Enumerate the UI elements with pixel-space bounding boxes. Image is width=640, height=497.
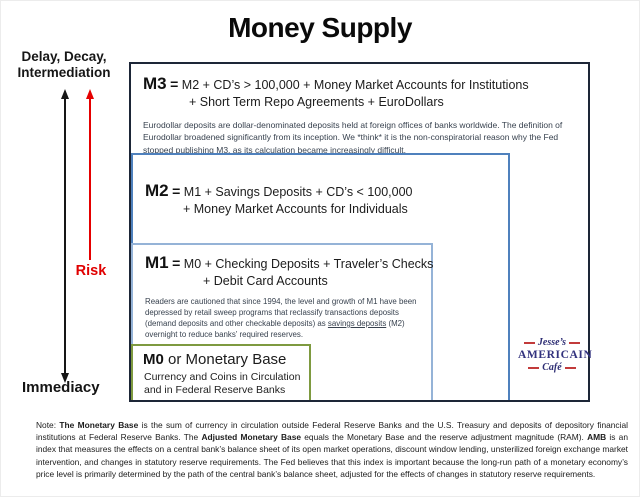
- m3-note: Eurodollar deposits are dollar-denominated deposits held at foreign offices of banks worldwide. The definition of Eurodollar broadened significantly from its inception. We *think* it is the non-conspiratorial reason why the Fed stopped publishing M3, as its calculation became increasingly difficult.: [143, 120, 563, 155]
- m0-line2: and in Federal Reserve Banks: [144, 384, 286, 396]
- footnote: Note: The Monetary Base is the sum of currency in circulation outside Federal Reserve Banks and the U.S. Treasury and deposits of depository financial institutions at Federal Reserve Banks. The Adjusted Monetary Base equals the Monetary Base and the reserve adjustment magnitude (RAM). AMB is an index that measures the effects on a central bank’s balance sheet of its open market operations, discount window lending, unsterilized foreign exchange market intervention, and changes in statutory reserve requirements. The Fed believes that this index is important because the long-run path of a monetary economy’s price level is primarily determined by the path of the central bank’s balance sheet, adjusted for the effects of changes in statutory reserve requirements.: [36, 420, 628, 479]
- delay-decay-line: Delay, Decay,: [21, 49, 107, 64]
- intermediation-line: Intermediation: [17, 65, 111, 80]
- m0-line1: Currency and Coins in Circulation: [144, 371, 301, 383]
- m2-formula-line2: + Money Market Accounts for Individuals: [183, 202, 408, 216]
- m3-heading: [143, 75, 529, 111]
- m1-equals: =: [172, 255, 181, 271]
- logo-top-script: Jesse’s: [537, 337, 567, 348]
- risk-label: Risk: [75, 263, 107, 279]
- m3-equals: =: [170, 76, 179, 92]
- logo-dash-icon: [565, 367, 576, 369]
- m2-formula-line1: M1 + Savings Deposits + CD’s < 100,000: [183, 185, 413, 199]
- delay-decay-intermediation-label: [8, 49, 120, 81]
- page-title: Money Supply: [228, 12, 412, 43]
- logo-top-row: [518, 337, 586, 348]
- m0-title-rest: or Monetary Base: [163, 351, 287, 368]
- m3-formula-line1: M2 + CD’s > 100,000 + Money Market Accounts for Institutions: [181, 78, 529, 92]
- immediacy-label: Immediacy: [22, 379, 100, 396]
- m3-label: M3: [143, 74, 167, 93]
- m0-box: [131, 344, 311, 400]
- logo-bottom-row: [518, 362, 586, 373]
- arrowhead-up-icon: [61, 89, 69, 99]
- arrowhead-up-icon: [86, 89, 94, 99]
- logo-main-text: AMERICAIN: [518, 349, 593, 361]
- black-double-arrow: [64, 97, 66, 375]
- m1-formula-line2: + Debit Card Accounts: [203, 274, 328, 288]
- logo-dash-icon: [528, 367, 539, 369]
- risk-arrow: [89, 97, 91, 260]
- m0-label: M0: [143, 351, 164, 368]
- cafe-logo: [518, 337, 593, 393]
- m1-heading: [145, 254, 433, 290]
- logo-dash-icon: [569, 342, 580, 344]
- m2-label: M2: [145, 181, 169, 200]
- m2-equals: =: [172, 183, 181, 199]
- m3-formula-line2: + Short Term Repo Agreements + EuroDollars: [189, 95, 444, 109]
- m0-heading: [143, 351, 286, 368]
- m1-note: Readers are cautioned that since 1994, the level and growth of M1 have been depressed by retail sweep programs that reclassify transactions deposits (demand deposits and other checkable deposits) as savings deposits (M2) overnight to reduce banks’ required reserves.: [145, 297, 417, 339]
- m1-formula-line1: M0 + Checking Deposits + Traveler’s Checks: [183, 257, 434, 271]
- logo-bottom-script: Café: [542, 362, 562, 373]
- m2-heading: [145, 182, 413, 218]
- m1-label: M1: [145, 253, 169, 272]
- m0-description: [144, 371, 300, 397]
- logo-dash-icon: [524, 342, 535, 344]
